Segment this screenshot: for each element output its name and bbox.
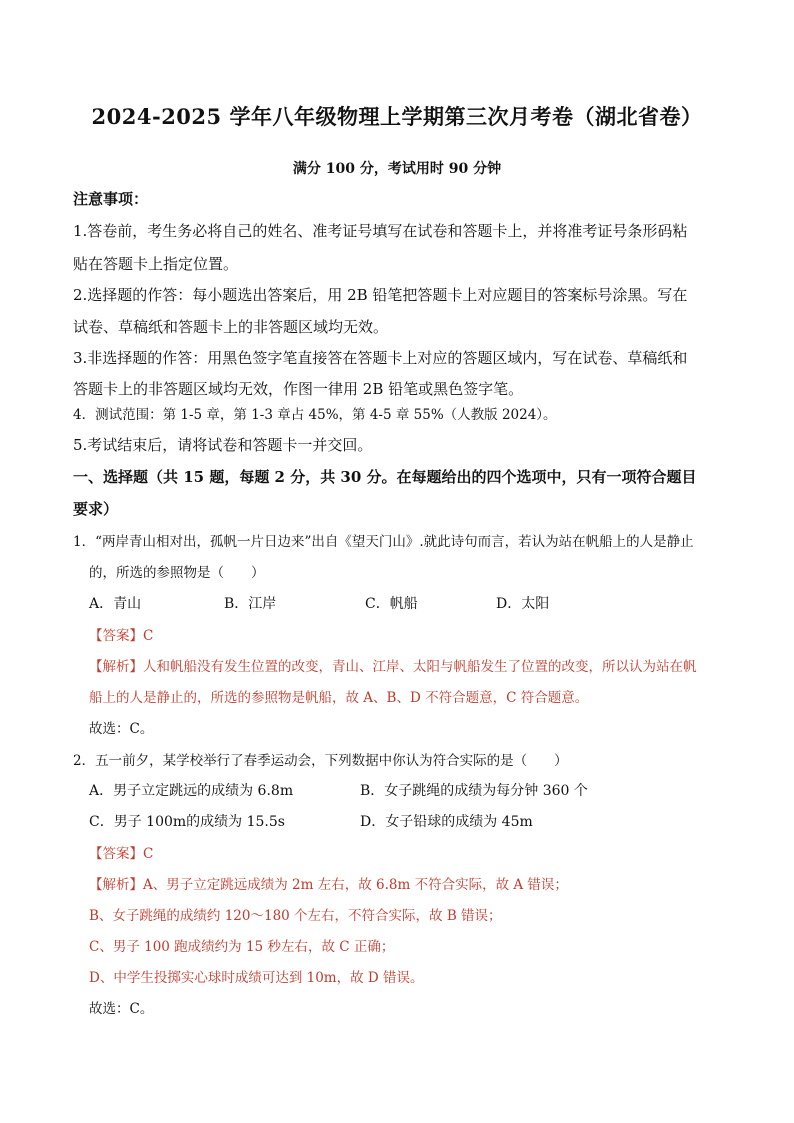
notice-line: 3.非选择题的作答：用黑色签字笔直接答在答题卡上对应的答题区域内，写在试卷、草稿纸和 xyxy=(73,349,688,367)
q2-option-c: C．男子 100m的成绩为 15.5s xyxy=(89,814,285,830)
q1-answer xyxy=(89,624,153,644)
q2-option-a: A．男子立定跳远的成绩为 6.8m xyxy=(89,783,294,799)
notice-line: 5.考试结束后，请将试卷和答题卡一并交回。 xyxy=(73,436,373,454)
q1-analysis: 船上的人是静止的，所选的参照物是帆船，故 A、B、D 不符合题意，C 符合题意。 xyxy=(89,690,589,706)
answer-tag: 【答案】 xyxy=(89,628,143,644)
q1-option-c: C．帆船 xyxy=(365,596,418,612)
q1-choose: 故选：C。 xyxy=(89,721,154,737)
question-2-stem: 2．五一前夕，某学校举行了春季运动会，下列数据中你认为符合实际的是（ ） xyxy=(73,753,568,769)
question-1-stem: 的，所选的参照物是（ ） xyxy=(89,565,265,581)
analysis-text: A、男子立定跳远成绩为 2m 左右，故 6.8m 不符合实际，故 A 错误； xyxy=(143,877,568,893)
notice-heading: 注意事项： xyxy=(73,190,149,208)
q2-analysis: C、男子 100 跑成绩约为 15 秒左右，故 C 正确； xyxy=(89,939,395,955)
exam-title: 2024-2025 学年八年级物理上学期第三次月考卷（湖北省卷） xyxy=(91,104,703,129)
answer-value: C xyxy=(143,846,154,862)
notice-line: 1.答卷前，考生务必将自己的姓名、准考证号填写在试卷和答题卡上，并将准考证号条形码粘 xyxy=(73,222,688,240)
q1-option-a: A．青山 xyxy=(89,596,142,612)
section-heading: 要求） xyxy=(73,500,119,518)
analysis-tag: 【解析】 xyxy=(89,877,143,893)
q2-analysis xyxy=(89,873,568,893)
analysis-tag: 【解析】 xyxy=(89,659,143,675)
q1-option-d: D．太阳 xyxy=(496,596,550,612)
analysis-text: 人和帆船没有发生位置的改变，青山、江岸、太阳与帆船发生了位置的改变，所以认为站在帆 xyxy=(143,659,697,675)
q1-option-b: B．江岸 xyxy=(224,596,277,612)
notice-line: 2.选择题的作答：每小题选出答案后，用 2B 铅笔把答题卡上对应题目的答案标号涂黑。写在 xyxy=(73,286,688,304)
q1-analysis xyxy=(89,655,697,675)
q2-option-b: B．女子跳绳的成绩为每分钟 360 个 xyxy=(360,783,588,799)
notice-line: 4．测试范围：第 1-5 章，第 1-3 章占 45%，第 4-5 章 55%（人教版 2024）。 xyxy=(73,407,557,423)
section-heading: 一、选择题（共 15 题，每题 2 分，共 30 分。在每题给出的四个选项中，只有一项符合题目 xyxy=(73,468,697,486)
answer-value: C xyxy=(143,628,154,644)
exam-subtitle: 满分 100 分，考试用时 90 分钟 xyxy=(292,161,502,177)
q2-choose: 故选：C。 xyxy=(89,1001,154,1017)
notice-line: 答题卡上的非答题区域均无效，作图一律用 2B 铅笔或黑色签字笔。 xyxy=(73,380,524,398)
q2-analysis: D、中学生投掷实心球时成绩可达到 10m，故 D 错误。 xyxy=(89,970,424,986)
q2-option-d: D．女子铅球的成绩为 45m xyxy=(360,814,533,830)
question-1-stem: 1．“两岸青山相对出，孤帆一片日边来”出自《望天门山》.就此诗句而言，若认为站在帆船上的人是静止 xyxy=(73,534,694,550)
answer-tag: 【答案】 xyxy=(89,846,143,862)
notice-line: 贴在答题卡上指定位置。 xyxy=(73,255,239,273)
q2-answer xyxy=(89,842,153,862)
notice-line: 试卷、草稿纸和答题卡上的非答题区域均无效。 xyxy=(73,318,389,336)
q2-analysis: B、女子跳绳的成绩约 120～180 个左右，不符合实际，故 B 错误； xyxy=(89,908,502,924)
